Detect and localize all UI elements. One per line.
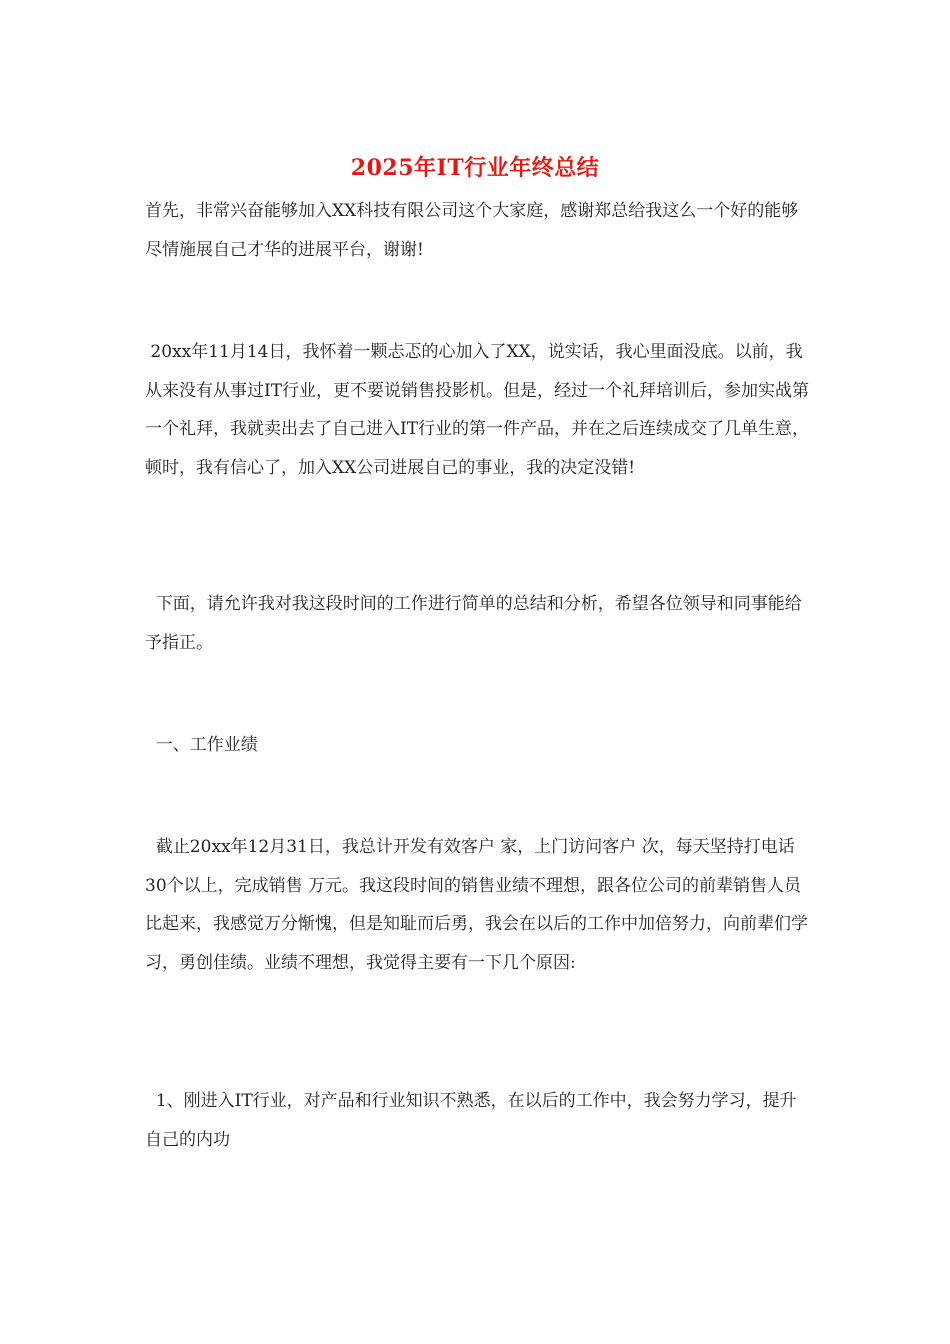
paragraph-performance: 截止20xx年12月31日，我总计开发有效客户 家，上门访问客户 次，每天坚持打电话 30个以上，完成销售 万元。我这段时间的销售业绩不理想，跟各位公司的前辈销售人员比起来，我感觉万分惭愧，但是知耻而后勇，我会在以后的工作中加倍努力，向前辈们学习，勇创佳绩。业绩不理想，我觉得主要有一下几个原因: bbox=[145, 837, 808, 973]
section-heading-work-performance: 一、工作业绩 bbox=[145, 735, 258, 755]
paragraph-joining: 20xx年11月14日，我怀着一颗忐忑的心加入了XX，说实话，我心里面没底。以前，我从来没有从事过IT行业，更不要说销售投影机。但是，经过一个礼拜培训后，参加实战第一个礼拜，我就卖出去了自己进入IT行业的第一件产品，并在之后连续成交了几单生意，顿时，我有信心了，加入XX公司进展自己的事业，我的决定没错! bbox=[145, 342, 810, 478]
paragraph-intro: 首先，非常兴奋能够加入XX科技有限公司这个大家庭，感谢郑总给我这么一个好的能够尽情施展自己才华的进展平台，谢谢! bbox=[145, 201, 799, 260]
list-item-reason-1: 1、刚进入IT行业，对产品和行业知识不熟悉，在以后的工作中，我会努力学习，提升自己的内功 bbox=[145, 1091, 797, 1150]
paragraph-summary-request: 下面，请允许我对我这段时间的工作进行简单的总结和分析，希望各位领导和同事能给予指正。 bbox=[145, 594, 802, 653]
document-title: 2025年IT行业年终总结 bbox=[350, 155, 600, 181]
